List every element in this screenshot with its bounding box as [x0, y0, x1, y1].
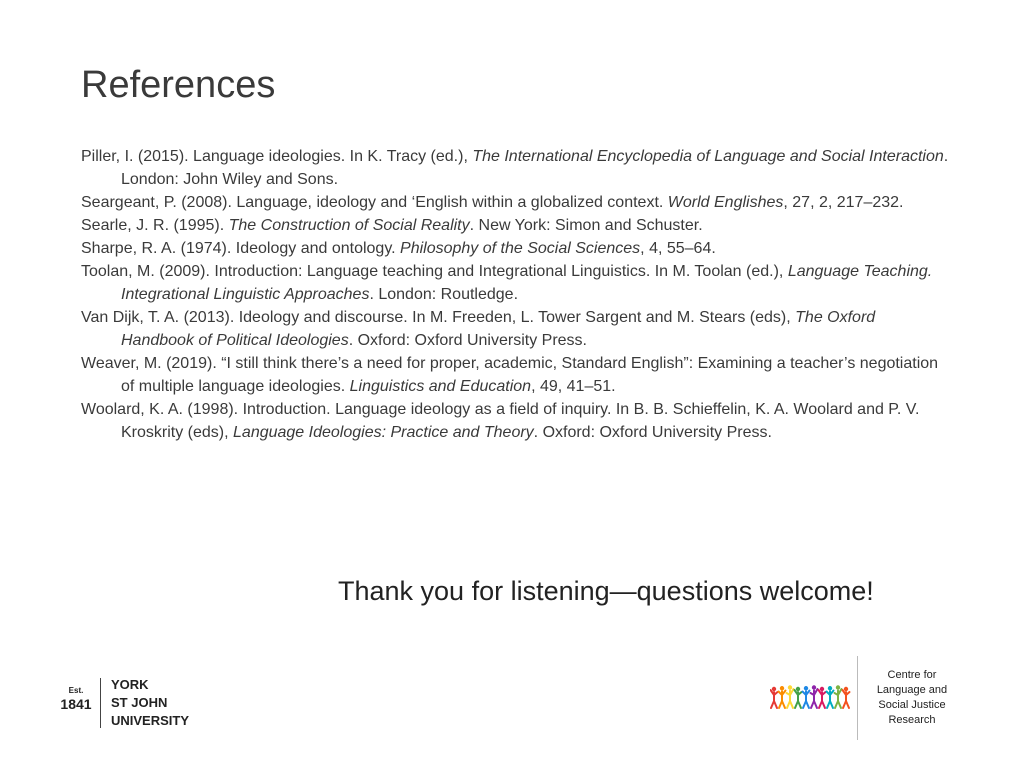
slide-title: References — [81, 64, 276, 106]
reference-text: Searle, J. R. (1995). — [81, 217, 229, 234]
figure-icon — [827, 686, 834, 708]
reference-text: Van Dijk, T. A. (2013). Ideology and discourse. In M. Freeden, L. Tower Sargent and M. Stears (eds), — [81, 309, 796, 326]
reference-text: Seargeant, P. (2008). Language, ideology and ‘English within a globalized context. — [81, 194, 668, 211]
figure-icon — [795, 687, 802, 708]
reference-details: . London: John Wiley and Sons. — [121, 148, 949, 188]
reference-source-title: The Construction of Social Reality — [228, 217, 470, 234]
reference-details: , 49, 41–51. — [531, 378, 616, 395]
reference-item — [81, 237, 951, 260]
figure-icon — [803, 686, 810, 708]
reference-item — [81, 306, 951, 352]
reference-details: . London: Routledge. — [369, 286, 519, 303]
university-name-line: UNIVERSITY — [111, 713, 190, 728]
reference-list — [81, 145, 951, 444]
figure-icon — [835, 685, 842, 708]
dancing-figures-icon — [770, 684, 852, 710]
centre-logo-divider — [857, 656, 858, 740]
reference-details: , 4, 55–64. — [640, 240, 716, 257]
centre-name-line: Social Justice — [878, 699, 946, 711]
reference-text: Woolard, K. A. (1998). Introduction. Language ideology as a field of inquiry. In B. B. Schieffelin, K. A. Woolard and P. V. Kroskrity (eds), — [81, 401, 920, 441]
reference-source-title: Linguistics and Education — [349, 378, 532, 395]
reference-text: Weaver, M. (2019). “I still think there’s a need for proper, academic, Standard English”: Examining a teacher’s negotiation of multiple language ideologies. — [81, 355, 939, 395]
figure-icon — [819, 687, 826, 708]
closing-message: Thank you for listening—questions welcome! — [338, 576, 874, 606]
figure-icon — [811, 685, 818, 708]
reference-text: Sharpe, R. A. (1974). Ideology and ontology. — [81, 240, 401, 257]
reference-details: . Oxford: Oxford University Press. — [533, 424, 772, 441]
reference-source-title: The Oxford Handbook of Political Ideologies — [121, 309, 876, 349]
reference-details: . Oxford: Oxford University Press. — [348, 332, 587, 349]
centre-logo — [770, 656, 970, 742]
centre-name-line: Language and — [876, 684, 948, 696]
reference-text: Toolan, M. (2009). Introduction: Language teaching and Integrational Linguistics. In M. Toolan (ed.), — [81, 263, 788, 280]
reference-text: Piller, I. (2015). Language ideologies. In K. Tracy (ed.), — [81, 148, 473, 165]
reference-item — [81, 214, 951, 237]
reference-details: . New York: Simon and Schuster. — [469, 217, 703, 234]
figure-icon — [787, 685, 794, 708]
figure-icon — [843, 687, 850, 708]
centre-name — [864, 668, 960, 728]
reference-item — [81, 260, 951, 306]
centre-name-line: Research — [888, 714, 936, 726]
university-name — [111, 676, 189, 730]
logo-est-label: Est. — [68, 686, 84, 695]
reference-source-title: World Englishes — [667, 194, 784, 211]
reference-item — [81, 191, 951, 214]
centre-name-line: Centre for — [887, 669, 937, 681]
reference-item — [81, 145, 951, 191]
york-st-john-logo — [58, 676, 218, 732]
reference-item — [81, 398, 951, 444]
figure-icon — [779, 686, 786, 708]
university-name-line: YORK — [111, 677, 149, 692]
reference-source-title: The International Encyclopedia of Language and Social Interaction — [472, 148, 944, 165]
reference-source-title: Philosophy of the Social Sciences — [400, 240, 641, 257]
reference-item — [81, 352, 951, 398]
reference-details: , 27, 2, 217–232. — [783, 194, 904, 211]
reference-source-title: Language Teaching. Integrational Linguistic Approaches — [121, 263, 933, 303]
university-name-line: ST JOHN — [111, 695, 168, 710]
logo-year: 1841 — [60, 696, 92, 712]
logo-divider — [100, 678, 101, 728]
figure-icon — [771, 687, 778, 708]
reference-source-title: Language Ideologies: Practice and Theory — [233, 424, 534, 441]
